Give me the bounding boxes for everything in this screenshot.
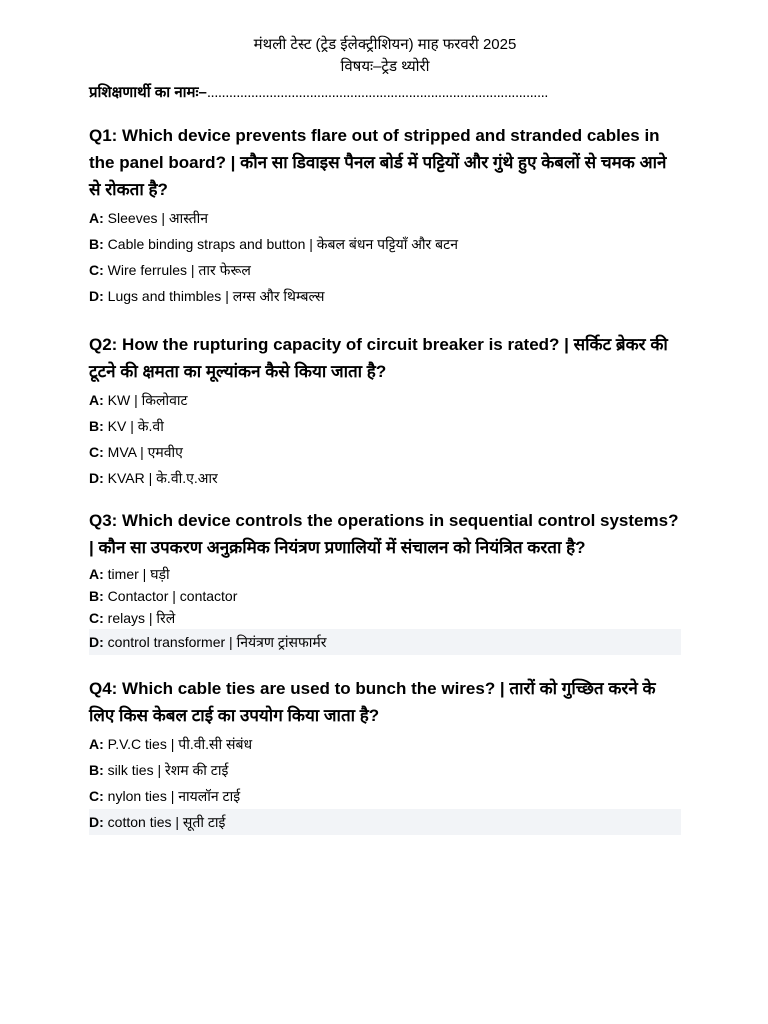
option-letter: A: — [89, 736, 104, 752]
trainee-name-line — [89, 82, 681, 104]
option-letter: A: — [89, 392, 104, 408]
test-document — [89, 34, 681, 835]
question-4 — [89, 675, 681, 835]
question-text: Q2: How the rupturing capacity of circuit breaker is rated? | सर्किट ब्रेकर की टूटने की क्षमता का मूल्यांकन कैसे किया जाता है? — [89, 335, 668, 381]
option-text: timer | घड़ी — [107, 566, 170, 582]
option-c — [89, 783, 681, 809]
subject-line: विषयः–ट्रेड थ्योरी — [340, 58, 430, 75]
option-letter: B: — [89, 588, 104, 604]
option-letter: C: — [89, 444, 104, 460]
question-3 — [89, 507, 681, 655]
option-text: silk ties | रेशम की टाई — [107, 762, 229, 778]
option-text: relays | रिले — [107, 610, 176, 626]
option-a — [89, 563, 681, 585]
option-a — [89, 731, 681, 757]
option-text: Lugs and thimbles | लग्स और थिम्बल्स — [107, 288, 325, 304]
option-letter: D: — [89, 470, 104, 486]
option-text: Cable binding straps and button | केबल बंधन पट्टियाँ और बटन — [107, 236, 458, 252]
option-d — [89, 629, 681, 655]
option-text: KV | के.वी — [107, 418, 164, 434]
option-letter: B: — [89, 762, 104, 778]
option-d — [89, 283, 681, 309]
question-text: Q3: Which device controls the operations in sequential control systems? | कौन सा उपकरण अनुक्रमिक नियंत्रण प्रणालियों में संचालन को नियंत्रित करता है? — [89, 511, 679, 557]
question-2 — [89, 331, 681, 491]
option-text: P.V.C ties | पी.वी.सी संबंध — [107, 736, 253, 752]
option-c — [89, 607, 681, 629]
option-letter: B: — [89, 236, 104, 252]
document-title: मंथली टेस्ट (ट्रेड ईलेक्ट्रीशियन) माह फरवरी 2025 — [253, 36, 517, 53]
option-text: cotton ties | सूती टाई — [107, 814, 226, 830]
option-letter: C: — [89, 610, 104, 626]
option-c — [89, 257, 681, 283]
option-text: Contactor | contactor — [107, 588, 238, 604]
trainee-name-blank: ............................................................................................. — [206, 84, 548, 101]
option-b — [89, 231, 681, 257]
option-letter: A: — [89, 566, 104, 582]
option-a — [89, 205, 681, 231]
option-text: nylon ties | नायलॉन टाई — [107, 788, 241, 804]
option-d — [89, 465, 681, 491]
option-letter: D: — [89, 288, 104, 304]
option-b — [89, 585, 681, 607]
question-text: Q1: Which device prevents flare out of stripped and stranded cables in the panel board? | कौन सा डिवाइस पैनल बोर्ड में पट्टियों और गुंथे हुए केबलों से चमक आने से रोकता है? — [89, 126, 667, 199]
option-text: KVAR | के.वी.ए.आर — [107, 470, 218, 486]
option-text: control transformer | नियंत्रण ट्रांसफार्मर — [107, 634, 327, 650]
option-letter: D: — [89, 634, 104, 650]
question-text: Q4: Which cable ties are used to bunch the wires? | तारों को गुच्छित करने के लिए किस केबल टाई का उपयोग किया जाता है? — [89, 679, 656, 725]
option-b — [89, 413, 681, 439]
option-b — [89, 757, 681, 783]
option-letter: B: — [89, 418, 104, 434]
option-d — [89, 809, 681, 835]
option-letter: D: — [89, 814, 104, 830]
option-letter: C: — [89, 262, 104, 278]
option-a — [89, 387, 681, 413]
option-letter: C: — [89, 788, 104, 804]
option-c — [89, 439, 681, 465]
option-text: Wire ferrules | तार फेरूल — [107, 262, 251, 278]
option-text: KW | किलोवाट — [107, 392, 188, 408]
option-text: Sleeves | आस्तीन — [107, 210, 209, 226]
question-1 — [89, 122, 681, 309]
option-letter: A: — [89, 210, 104, 226]
trainee-name-label: प्रशिक्षणार्थी का नामः– — [89, 84, 207, 101]
option-text: MVA | एमवीए — [107, 444, 183, 460]
